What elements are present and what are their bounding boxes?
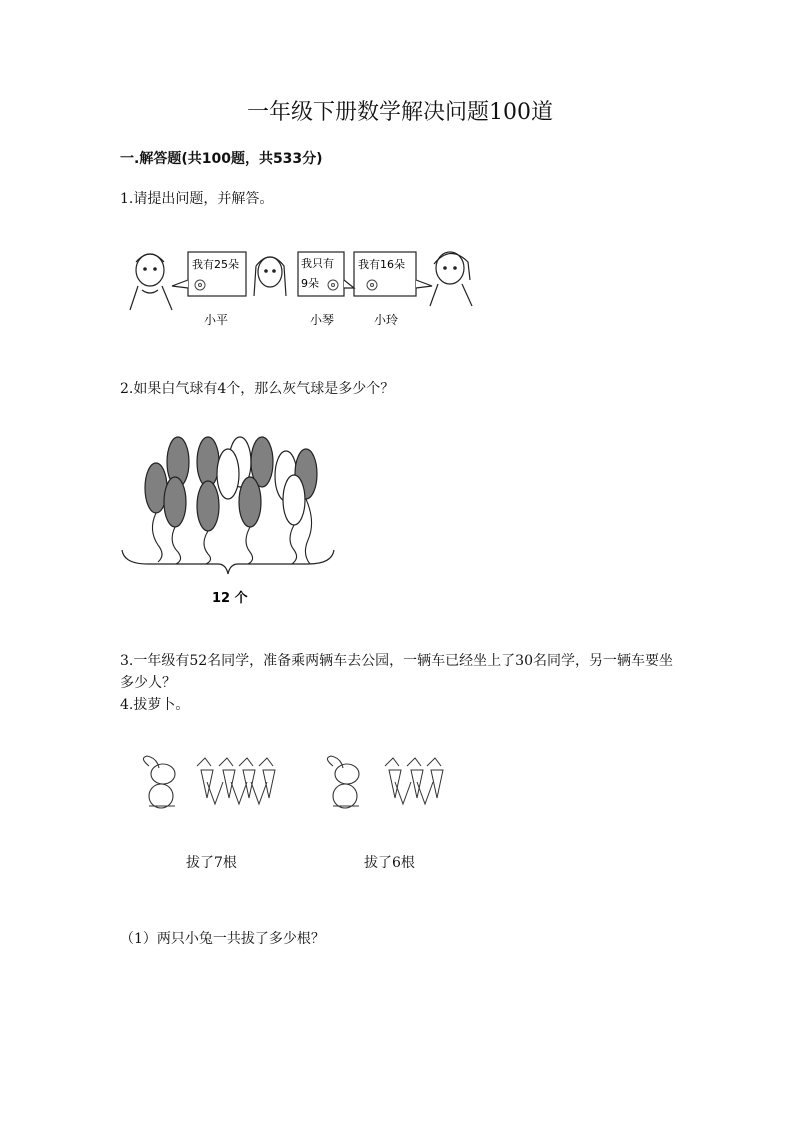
right-count-label: 拔了6根 [364, 855, 415, 871]
balloon-white [283, 475, 305, 525]
radish-group-right [385, 758, 443, 804]
boy-xiaoping-figure [130, 254, 172, 310]
question-2: 2.如果白气球有4个，那么灰气球是多少个？ [120, 381, 395, 397]
subquestion-1: （1）两只小兔一共拔了多少根？ [120, 931, 325, 947]
name-xiaoling: 小玲 [374, 313, 399, 327]
rabbit-left-figure [143, 756, 175, 808]
section-heading: 一.解答题(共100题，共533分) [120, 151, 323, 167]
balloon-white [217, 449, 239, 499]
page-title: 一年级下册数学解决问题100道 [247, 100, 553, 125]
question-1: 1.请提出问题，并解答。 [120, 191, 274, 207]
flower-icon [328, 280, 338, 290]
rabbit-right-figure [327, 756, 359, 808]
balloons-figure [118, 430, 338, 610]
speech-1-text: 我有25朵 [192, 258, 239, 271]
girl-xiaoling-figure [430, 252, 472, 306]
children-flowers-figure [120, 240, 500, 335]
girl-xiaoqin-figure [254, 257, 286, 296]
name-xiaoqin: 小琴 [310, 313, 335, 327]
name-xiaoping: 小平 [204, 313, 229, 327]
flower-icon [195, 280, 205, 290]
flower-icon [367, 280, 377, 290]
balloon-gray [197, 481, 219, 531]
balloon-gray [197, 437, 219, 487]
speech-2-text-line2: 9朵 [301, 277, 319, 290]
brace [122, 550, 334, 574]
balloon-gray [239, 477, 261, 527]
rabbits-radishes-figure [135, 748, 465, 818]
balloon-total-label: 12 个 [212, 591, 248, 606]
balloon-gray [164, 477, 186, 527]
speech-3-text: 我有16朵 [358, 258, 405, 271]
speech-2-text-line1: 我只有 [301, 257, 334, 270]
left-count-label: 拔了7根 [186, 855, 237, 871]
question-3: 3.一年级有52名同学，准备乘两辆车去公园，一辆车已经坐上了30名同学，另一辆车要坐多少人？ [120, 653, 673, 691]
question-4: 4.拔萝卜。 [120, 697, 190, 713]
radish-group-left [197, 758, 275, 804]
